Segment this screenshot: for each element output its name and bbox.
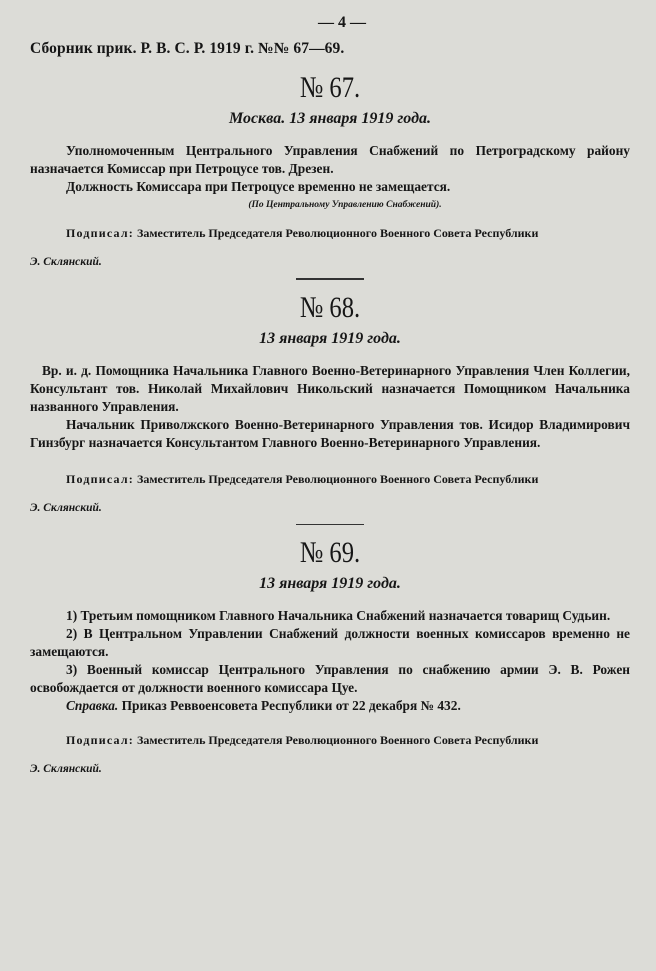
signed-label: Подписал: bbox=[66, 226, 134, 240]
signed-label: Подписал: bbox=[66, 471, 134, 486]
signed-position: Заместитель Председателя Революционного Военного Совета Республики bbox=[137, 226, 539, 240]
order-67 bbox=[30, 72, 630, 270]
order-69 bbox=[30, 537, 630, 777]
section-divider bbox=[296, 524, 364, 526]
signed-position: Заместитель Председателя Революционного Военного Совета Республики bbox=[137, 733, 539, 747]
signed-label: Подписал: bbox=[66, 733, 134, 747]
order-date: 13 января 1919 года. bbox=[259, 575, 401, 592]
order-date: 13 января 1919 года. bbox=[259, 329, 401, 347]
signature-line bbox=[30, 224, 630, 242]
reference-text: Приказ Реввоенсовета Республики от 22 декабря № 432. bbox=[121, 698, 461, 713]
reference-line bbox=[30, 697, 630, 715]
order-number: № 68. bbox=[299, 290, 361, 324]
signer-name: Э. Склянский. bbox=[30, 256, 102, 268]
signer-name: Э. Склянский. bbox=[30, 763, 102, 775]
order-paragraph: Уполномоченным Центрального Управления Снабжений по Петроградскому району назначается Комиссар при Петроцусе тов. Дрезен. bbox=[30, 143, 630, 176]
order-paragraph: Должность Комиссара при Петроцусе временно не замещается. bbox=[66, 179, 451, 194]
page-number: — 4 — bbox=[318, 14, 366, 31]
order-number: № 67. bbox=[299, 71, 361, 104]
order-68 bbox=[30, 292, 630, 516]
reference-label: Справка. bbox=[66, 698, 119, 713]
order-paragraph: Вр. и. д. Помощника Начальника Главного Военно-Ветеринарного Управления Член Коллегии, Консультант тов. Николай Михайлович Никольский назначается Помощником Начальника названного Управления. bbox=[30, 362, 630, 414]
order-number: № 69. bbox=[299, 536, 361, 569]
order-paragraph: 1) Третьим помощником Главного Начальника Снабжений назначается товарищ Судьин. bbox=[66, 608, 611, 623]
signed-position: Заместитель Председателя Революционного Военного Совета Республики bbox=[137, 471, 539, 486]
order-paragraph: 2) В Центральном Управлении Снабжений должности военных комиссаров временно не замещаются. bbox=[30, 626, 630, 659]
signature-line bbox=[30, 731, 630, 749]
section-divider bbox=[296, 278, 364, 280]
signer-name: Э. Склянский. bbox=[30, 501, 102, 514]
signature-line bbox=[30, 470, 630, 488]
collection-title: Сборник прик. Р. В. С. Р. 1919 г. №№ 67—69. bbox=[30, 40, 345, 57]
order-paragraph: 3) Военный комиссар Центрального Управления по снабжению армии Э. В. Рожен освобождается от должности военного комиссара Цуе. bbox=[30, 662, 630, 695]
order-date: Москва. 13 января 1919 года. bbox=[228, 110, 432, 127]
order-note: (По Центральному Управлению Снабжений). bbox=[248, 200, 442, 210]
order-paragraph: Начальник Приволжского Военно-Ветеринарного Управления тов. Исидор Владимирович Гинзбург назначается Консультантом Главного Военно-Ветеринарного Управления. bbox=[30, 416, 630, 450]
